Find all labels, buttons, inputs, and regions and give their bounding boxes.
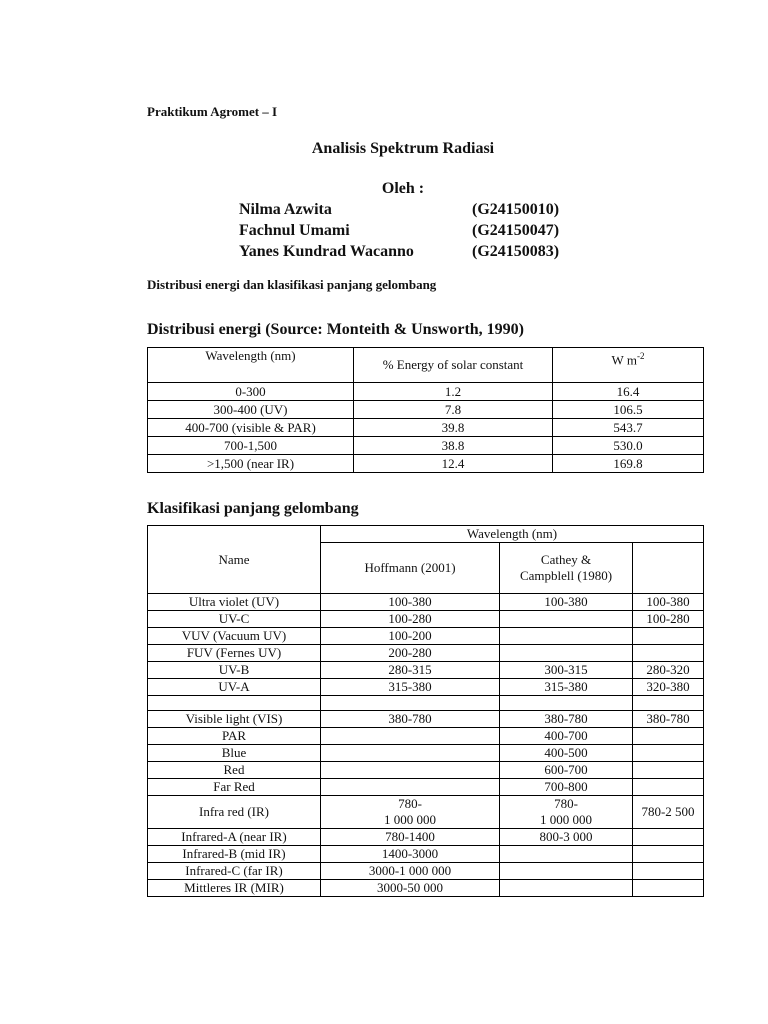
wm2-cell: 530.0 xyxy=(553,437,704,455)
cathey-cell: 600-700 xyxy=(500,762,633,779)
third-source-cell xyxy=(633,696,704,711)
name-cell: Blue xyxy=(148,745,321,762)
percent-cell: 1.2 xyxy=(354,383,553,401)
wavelength-cell: 300-400 (UV) xyxy=(148,401,354,419)
class-col-wavelength: Wavelength (nm) xyxy=(321,526,704,543)
energy-col-wavelength: Wavelength (nm) xyxy=(148,348,354,383)
author-id: (G24150083) xyxy=(472,243,560,260)
classification-row xyxy=(148,662,704,679)
third-source-cell: 380-780 xyxy=(633,711,704,728)
percent-cell: 38.8 xyxy=(354,437,553,455)
hoffmann-cell xyxy=(321,762,500,779)
wm2-cell: 16.4 xyxy=(553,383,704,401)
name-cell: UV-B xyxy=(148,662,321,679)
third-source-cell xyxy=(633,846,704,863)
name-cell: Far Red xyxy=(148,779,321,796)
byline: Oleh : xyxy=(381,180,425,197)
name-cell: UV-C xyxy=(148,611,321,628)
cathey-cell: 700-800 xyxy=(500,779,633,796)
third-source-cell xyxy=(633,779,704,796)
author-ids xyxy=(472,199,559,262)
classification-row xyxy=(148,711,704,728)
classification-row xyxy=(148,779,704,796)
wm2-cell: 543.7 xyxy=(553,419,704,437)
third-source-cell xyxy=(633,762,704,779)
hoffmann-cell: 3000-50 000 xyxy=(321,880,500,897)
wavelength-cell: 400-700 (visible & PAR) xyxy=(148,419,354,437)
name-cell: Infra red (IR) xyxy=(148,796,321,829)
name-cell: Red xyxy=(148,762,321,779)
classification-row xyxy=(148,745,704,762)
name-cell xyxy=(148,696,321,711)
third-source-cell xyxy=(633,628,704,645)
classification-row xyxy=(148,628,704,645)
classification-table xyxy=(147,525,704,897)
classification-row xyxy=(148,696,704,711)
hoffmann-cell: 280-315 xyxy=(321,662,500,679)
energy-row xyxy=(148,455,704,473)
wm2-cell: 106.5 xyxy=(553,401,704,419)
hoffmann-cell xyxy=(321,696,500,711)
classification-row xyxy=(148,611,704,628)
third-source-cell xyxy=(633,880,704,897)
energy-heading: Distribusi energi (Source: Monteith & Unsworth, 1990) xyxy=(147,321,525,338)
classification-row xyxy=(148,594,704,611)
classification-row xyxy=(148,679,704,696)
class-source-hoffmann: Hoffmann (2001) xyxy=(321,543,500,594)
energy-row xyxy=(148,383,704,401)
energy-row xyxy=(148,437,704,455)
classification-row xyxy=(148,645,704,662)
third-source-cell: 320-380 xyxy=(633,679,704,696)
author-id: (G24150047) xyxy=(472,222,560,239)
third-source-cell xyxy=(633,829,704,846)
intro-text: Distribusi energi dan klasifikasi panjang gelombang xyxy=(147,277,437,292)
class-source-third xyxy=(633,543,704,594)
name-cell: Visible light (VIS) xyxy=(148,711,321,728)
classification-row xyxy=(148,863,704,880)
author-name: Yanes Kundrad Wacanno xyxy=(239,243,414,260)
cathey-cell xyxy=(500,628,633,645)
energy-row xyxy=(148,401,704,419)
classification-table-body xyxy=(148,594,704,897)
name-cell: UV-A xyxy=(148,679,321,696)
percent-cell: 7.8 xyxy=(354,401,553,419)
author-name: Nilma Azwita xyxy=(239,201,332,218)
classification-row xyxy=(148,846,704,863)
author-id: (G24150010) xyxy=(472,201,560,218)
cathey-cell xyxy=(500,863,633,880)
hoffmann-cell xyxy=(321,745,500,762)
energy-table xyxy=(147,347,704,473)
third-source-cell: 100-280 xyxy=(633,611,704,628)
name-cell: PAR xyxy=(148,728,321,745)
third-source-cell xyxy=(633,645,704,662)
hoffmann-cell: 100-280 xyxy=(321,611,500,628)
cathey-cell xyxy=(500,846,633,863)
wavelength-cell: 0-300 xyxy=(148,383,354,401)
cathey-cell: 400-700 xyxy=(500,728,633,745)
course-label: Praktikum Agromet – I xyxy=(147,104,278,119)
name-cell: FUV (Fernes UV) xyxy=(148,645,321,662)
hoffmann-cell: 200-280 xyxy=(321,645,500,662)
percent-cell: 12.4 xyxy=(354,455,553,473)
classification-row xyxy=(148,762,704,779)
class-col-name: Name xyxy=(148,526,321,594)
name-cell: Mittleres IR (MIR) xyxy=(148,880,321,897)
energy-table-body xyxy=(148,383,704,473)
name-cell: Infrared-A (near IR) xyxy=(148,829,321,846)
percent-cell: 39.8 xyxy=(354,419,553,437)
cathey-cell: 400-500 xyxy=(500,745,633,762)
unit-superscript: -2 xyxy=(636,351,645,361)
hoffmann-cell: 780-1400 xyxy=(321,829,500,846)
energy-row xyxy=(148,419,704,437)
hoffmann-cell: 3000-1 000 000 xyxy=(321,863,500,880)
cathey-cell: 780- 1 000 000 xyxy=(500,796,633,829)
cathey-cell: 800-3 000 xyxy=(500,829,633,846)
energy-col-wm2 xyxy=(553,348,704,383)
classification-row xyxy=(148,728,704,745)
third-source-cell: 280-320 xyxy=(633,662,704,679)
name-cell: Infrared-C (far IR) xyxy=(148,863,321,880)
third-source-cell: 100-380 xyxy=(633,594,704,611)
cathey-cell: 300-315 xyxy=(500,662,633,679)
hoffmann-cell: 315-380 xyxy=(321,679,500,696)
third-source-cell xyxy=(633,728,704,745)
wavelength-cell: 700-1,500 xyxy=(148,437,354,455)
hoffmann-cell xyxy=(321,779,500,796)
classification-row xyxy=(148,796,704,829)
cathey-cell: 315-380 xyxy=(500,679,633,696)
document-title: Analisis Spektrum Radiasi xyxy=(311,140,495,157)
cathey-cell xyxy=(500,645,633,662)
unit-base: W m xyxy=(611,352,637,368)
third-source-cell xyxy=(633,745,704,762)
name-cell: Ultra violet (UV) xyxy=(148,594,321,611)
author-names xyxy=(239,199,414,262)
energy-col-percent: % Energy of solar constant xyxy=(354,348,553,383)
hoffmann-cell: 100-200 xyxy=(321,628,500,645)
wm2-cell: 169.8 xyxy=(553,455,704,473)
wavelength-cell: >1,500 (near IR) xyxy=(148,455,354,473)
hoffmann-cell: 780- 1 000 000 xyxy=(321,796,500,829)
cathey-cell xyxy=(500,696,633,711)
hoffmann-cell xyxy=(321,728,500,745)
classification-heading: Klasifikasi panjang gelombang xyxy=(147,500,359,517)
class-source-cathey: Cathey & Campblell (1980) xyxy=(500,543,633,594)
hoffmann-cell: 100-380 xyxy=(321,594,500,611)
cathey-cell xyxy=(500,611,633,628)
hoffmann-cell: 1400-3000 xyxy=(321,846,500,863)
author-name: Fachnul Umami xyxy=(239,222,350,239)
third-source-cell: 780-2 500 xyxy=(633,796,704,829)
cathey-cell: 380-780 xyxy=(500,711,633,728)
hoffmann-cell: 380-780 xyxy=(321,711,500,728)
cathey-cell xyxy=(500,880,633,897)
classification-row xyxy=(148,829,704,846)
name-cell: Infrared-B (mid IR) xyxy=(148,846,321,863)
cathey-cell: 100-380 xyxy=(500,594,633,611)
third-source-cell xyxy=(633,863,704,880)
name-cell: VUV (Vacuum UV) xyxy=(148,628,321,645)
classification-row xyxy=(148,880,704,897)
